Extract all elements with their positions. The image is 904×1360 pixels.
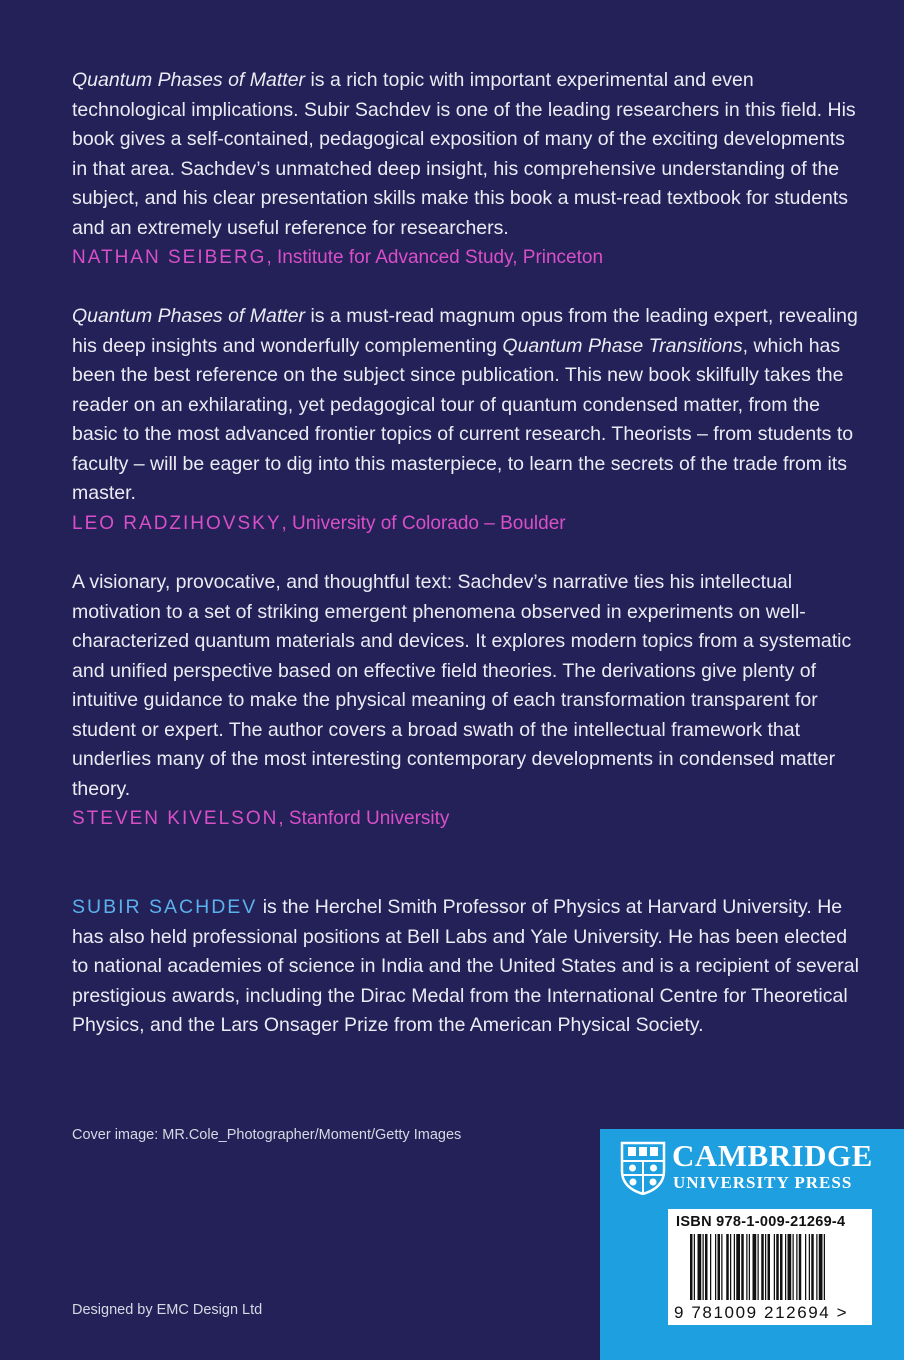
endorser-affiliation: , Institute for Advanced Study, Princeton	[266, 247, 604, 268]
barcode-bar	[726, 1234, 729, 1300]
designer-credit: Designed by EMC Design Ltd	[72, 1302, 263, 1318]
barcode-bar	[811, 1234, 814, 1300]
barcode-bar	[765, 1234, 766, 1300]
isbn-label: ISBN 978-1-009-21269-4	[676, 1214, 846, 1230]
barcode-bar	[741, 1234, 744, 1300]
barcode-bar	[710, 1234, 711, 1300]
publisher-subtitle: UNIVERSITY PRESS	[673, 1173, 853, 1192]
barcode-bar	[788, 1234, 792, 1300]
barcode-bar	[793, 1234, 794, 1300]
barcode-bar	[776, 1234, 779, 1300]
book-title: Quantum Phases of Matter	[72, 305, 306, 327]
barcode-digits: 9 781009 212694 >	[674, 1303, 849, 1322]
barcode-bar	[715, 1234, 716, 1300]
endorser-name: STEVEN KIVELSON	[72, 808, 279, 829]
barcode-bar	[824, 1234, 825, 1300]
barcode-bar	[816, 1234, 817, 1300]
barcode-bar	[768, 1234, 771, 1300]
endorser-name: LEO RADZIHOVSKY	[72, 512, 282, 534]
barcode-bar	[690, 1234, 693, 1300]
barcode-bar	[694, 1234, 695, 1300]
barcode-bar	[758, 1234, 759, 1300]
barcode-graphic	[672, 1234, 868, 1304]
barcode-bar	[734, 1234, 735, 1300]
barcode-bar	[703, 1234, 704, 1300]
endorser-affiliation: , University of Colorado – Boulder	[281, 512, 566, 534]
cover-image-credit: Cover image: MR.Cole_Photographer/Moment/Getty Images	[72, 1127, 462, 1143]
author-name: SUBIR SACHDEV	[72, 896, 258, 918]
endorsement-attribution	[72, 804, 862, 834]
barcode-bar	[718, 1234, 721, 1300]
barcode-bar	[799, 1234, 802, 1300]
endorsement-text	[72, 302, 862, 509]
barcode-bar	[749, 1234, 750, 1300]
endorsement-seiberg	[72, 66, 862, 273]
barcode-bar	[785, 1234, 786, 1300]
cambridge-shield-icon	[620, 1141, 666, 1195]
referenced-book-title: Quantum Phase Transitions	[502, 334, 743, 357]
barcode-bar	[780, 1234, 783, 1300]
publisher-name: CAMBRIDGE	[672, 1138, 873, 1173]
barcode-bar	[805, 1234, 806, 1300]
barcode-bar	[730, 1234, 731, 1300]
endorsement-kivelson	[72, 568, 862, 834]
barcode-bar	[746, 1234, 747, 1300]
barcode-bar	[809, 1234, 810, 1300]
book-title: Quantum Phases of Matter	[72, 69, 306, 91]
author-bio	[72, 893, 862, 1041]
endorsement-body-cont: , which has been the best reference on the subject since publication. This new book skilfully takes the reader on an exhilarating, yet pedagogical tour of quantum condensed matter, from the basic to the most advanced frontier topics of current research. Theorists – from students to faculty – will be eager to dig into this masterpiece, to learn the secrets of the trade from its master.	[72, 334, 854, 504]
endorsement-text: A visionary, provocative, and thoughtful text: Sachdev’s narrative ties his intellectual motivation to a set of striking emergent phenomena observed in experiments on well-characterized quantum materials and devices. It explores modern topics from a systematic and unified perspective based on effective field theories. The derivations give plenty of intuitive guidance to make the physical meaning of each transformation transparent for student or expert. The author covers a broad swath of the intellectual framework that underlies many of the most interesting contemporary developments in condensed matter theory.	[72, 571, 852, 800]
barcode-bar	[761, 1234, 764, 1300]
barcode-bar	[698, 1234, 702, 1300]
barcode-bar	[736, 1234, 740, 1300]
endorsement-text	[72, 66, 862, 243]
barcode-bar	[774, 1234, 775, 1300]
endorser-name: NATHAN SEIBERG	[72, 247, 267, 268]
author-bio-text: is the Herchel Smith Professor of Physics at Harvard University. He has also held professional positions at Bell Labs and Yale University. He has been elected to national academies of science in India and the United States and is a recipient of several prestigious awards, including the Dirac Medal from the International Centre for Theoretical Physics, and the Lars Onsager Prize from the American Physical Society.	[72, 896, 859, 1036]
barcode-bar	[753, 1234, 757, 1300]
endorsement-radzihovsky	[72, 302, 862, 538]
endorsement-body: is a rich topic with important experimental and even technological implications. Subir Sachdev is one of the leading researchers in this field. His book gives a self-contained, pedagogical exposition of many of the exciting developments in that area. Sachdev’s unmatched deep insight, his comprehensive understanding of the subject, and his clear presentation skills make this book a must-read textbook for students and an extremely useful reference for researchers.	[72, 69, 856, 239]
endorser-affiliation: , Stanford University	[278, 808, 450, 829]
endorsement-attribution	[72, 243, 862, 273]
barcode-bar	[705, 1234, 708, 1300]
barcode-bar	[819, 1234, 823, 1300]
endorsement-body: is a must-read magnum opus from the leading expert, revealing his deep insights and wonderfully complementing	[72, 305, 858, 357]
barcode-bar	[721, 1234, 722, 1300]
barcode-bar	[796, 1234, 797, 1300]
endorsement-attribution	[72, 509, 862, 539]
